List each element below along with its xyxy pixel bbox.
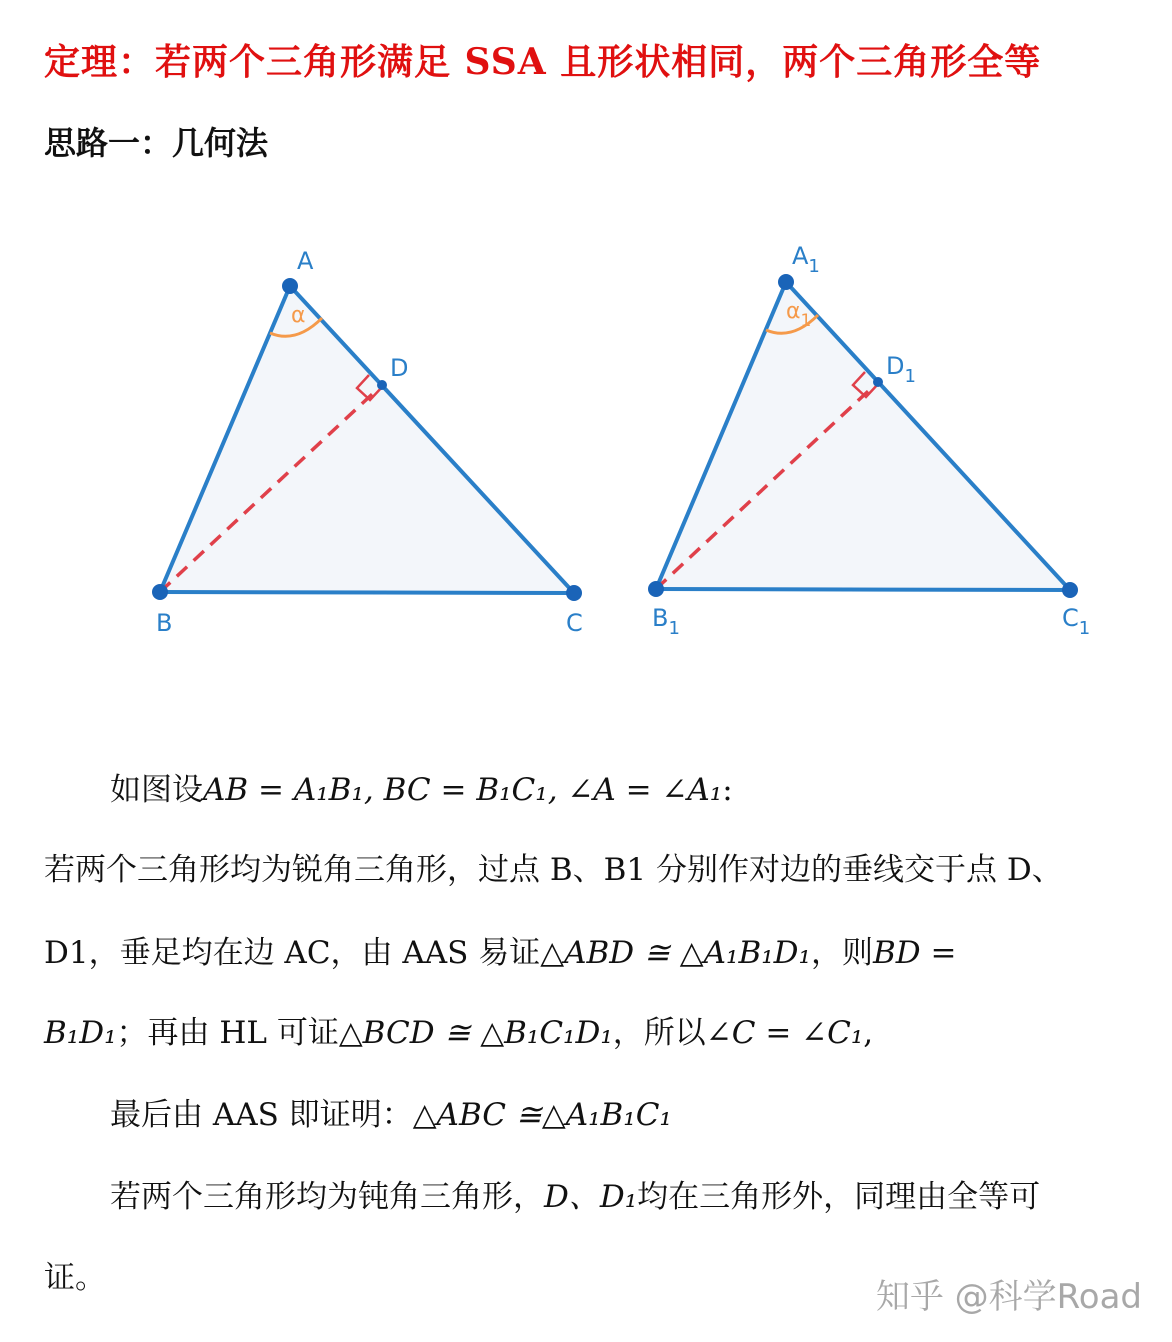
point-c <box>566 585 582 601</box>
right-triangle <box>648 242 1090 639</box>
point-d <box>377 380 387 390</box>
label-alpha: α <box>291 303 306 328</box>
proof-line-7: 证。 <box>44 1260 106 1296</box>
point-d1 <box>873 377 883 387</box>
proof-line-4: B₁D₁；再由 HL 可证△BCD ≅ △B₁C₁D₁，所以∠C = ∠C₁, <box>44 1015 874 1051</box>
label-c: C <box>566 609 583 637</box>
label-c1: $C_1$ <box>1062 604 1091 639</box>
proof-line-3: D1，垂足均在边 AC，由 AAS 易证△ABD ≅ △A₁B₁D₁，则BD = <box>44 935 957 971</box>
proof-line-5: 最后由 AAS 即证明：△ABC ≅△A₁B₁C₁ <box>110 1097 672 1133</box>
point-b1 <box>648 581 664 597</box>
label-a: A <box>297 247 314 275</box>
label-d1: $D_1$ <box>886 352 916 387</box>
label-d: D <box>390 354 409 382</box>
point-a <box>282 278 298 294</box>
zhihu-watermark: 知乎 @科学Road <box>875 1277 1142 1317</box>
triangle-figure <box>0 200 1172 660</box>
point-c1 <box>1062 582 1078 598</box>
label-b: B <box>156 609 173 637</box>
theorem-title: 定理：若两个三角形满足 SSA 且形状相同，两个三角形全等 <box>44 41 1042 83</box>
proof-line-2: 若两个三角形均为锐角三角形，过点 B、B1 分别作对边的垂线交于点 D、 <box>44 852 1063 888</box>
point-b <box>152 584 168 600</box>
label-a1: $A_1$ <box>792 242 820 277</box>
proof-line-6: 若两个三角形均为钝角三角形，D、D₁均在三角形外，同理由全等可 <box>110 1179 1041 1215</box>
left-triangle <box>152 247 583 637</box>
proof-line-1: 如图设AB = A₁B₁, BC = B₁C₁, ∠A = ∠A₁: <box>110 772 733 808</box>
point-a1 <box>778 274 794 290</box>
label-alpha1: $\alpha_1$ <box>786 299 812 331</box>
label-b1: $B_1$ <box>652 604 680 639</box>
method-heading: 思路一：几何法 <box>44 124 269 162</box>
